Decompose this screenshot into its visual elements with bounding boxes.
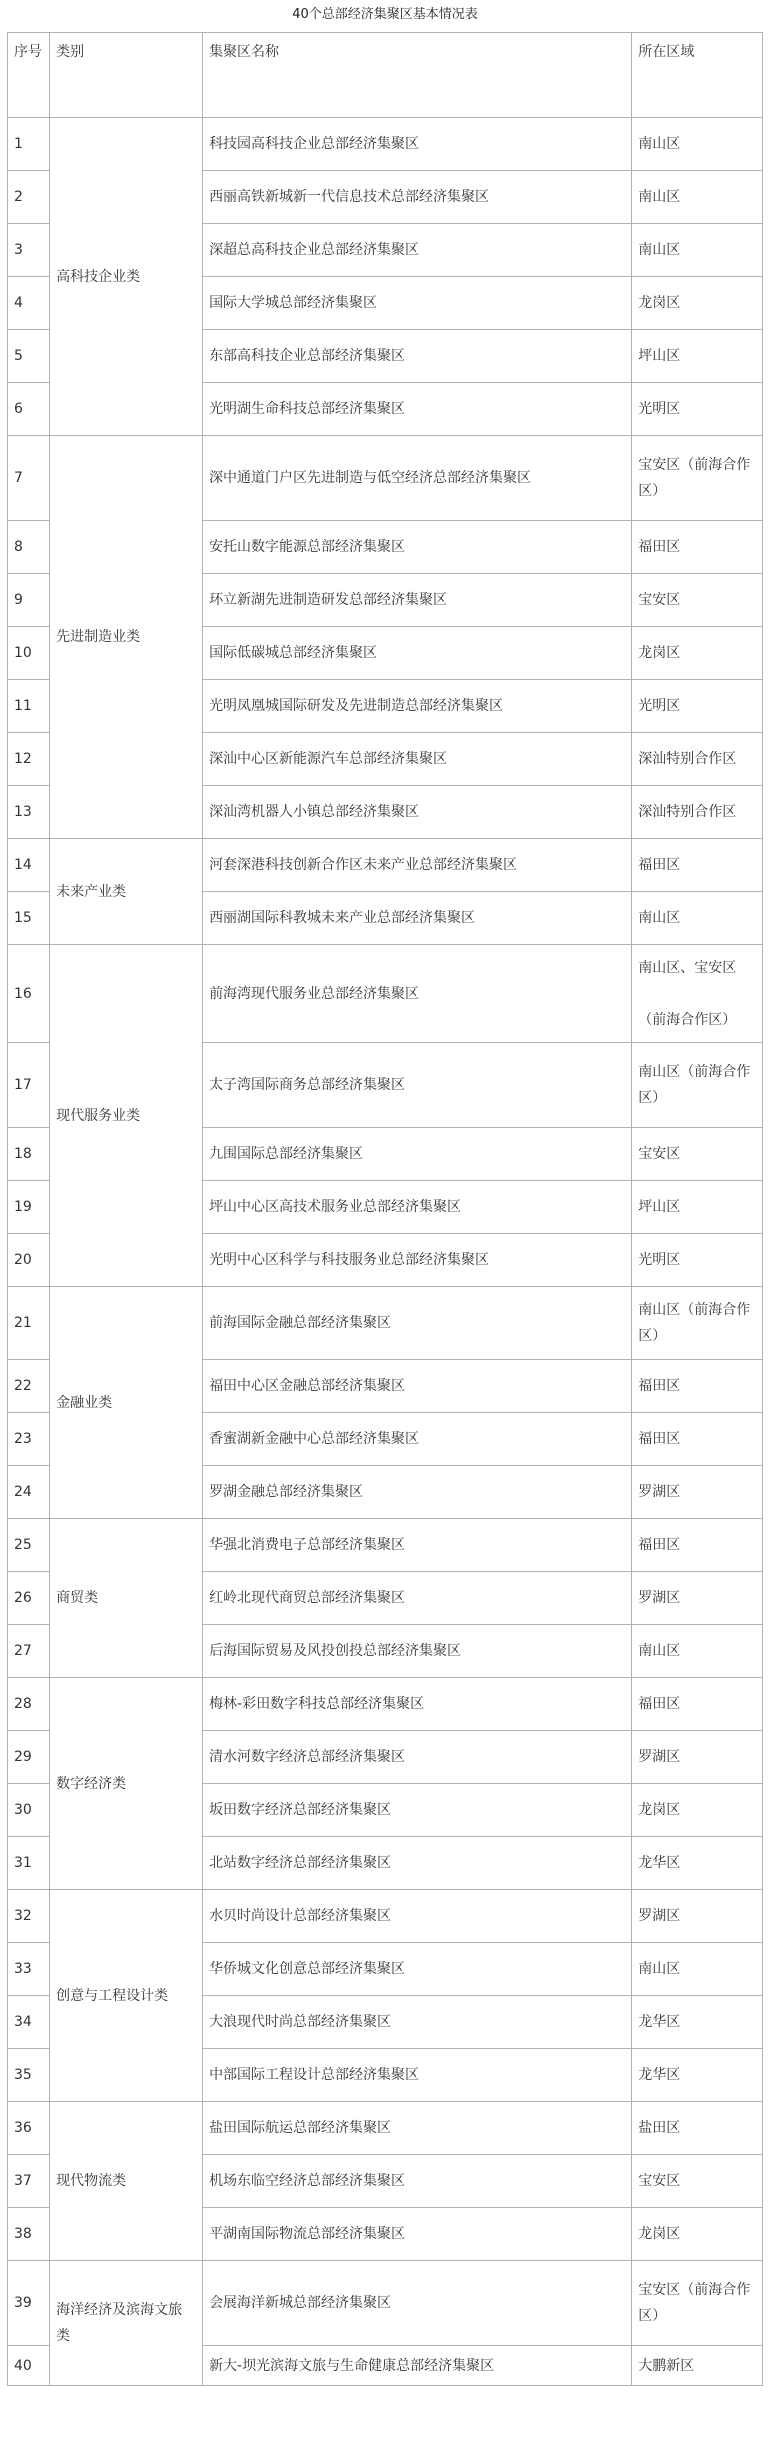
table-row (8, 1519, 763, 1572)
cluster-name: 红岭北现代商贸总部经济集聚区 (203, 1572, 632, 1625)
cluster-name: 梅林-彩田数字科技总部经济集聚区 (203, 1678, 632, 1731)
cluster-area: 南山区（前海合作区） (632, 1287, 763, 1360)
row-no: 40 (8, 2346, 50, 2386)
table-title: 40个总部经济集聚区基本情况表 (292, 7, 478, 22)
cluster-area: 福田区 (632, 1413, 763, 1466)
cluster-name: 清水河数字经济总部经济集聚区 (203, 1731, 632, 1784)
cluster-name: 深超总高科技企业总部经济集聚区 (203, 224, 632, 277)
cluster-name: 机场东临空经济总部经济集聚区 (203, 2155, 632, 2208)
row-no: 15 (8, 892, 50, 945)
cluster-name: 中部国际工程设计总部经济集聚区 (203, 2049, 632, 2102)
category-cell: 数字经济类 (50, 1678, 203, 1890)
row-no: 19 (8, 1181, 50, 1234)
cluster-name: 科技园高科技企业总部经济集聚区 (203, 118, 632, 171)
cluster-area: 龙岗区 (632, 277, 763, 330)
row-no: 5 (8, 330, 50, 383)
cluster-name: 光明湖生命科技总部经济集聚区 (203, 383, 632, 436)
category-cell: 现代物流类 (50, 2102, 203, 2261)
row-no: 25 (8, 1519, 50, 1572)
row-no: 29 (8, 1731, 50, 1784)
row-no: 13 (8, 786, 50, 839)
row-no: 4 (8, 277, 50, 330)
cluster-area: 龙华区 (632, 1996, 763, 2049)
row-no: 37 (8, 2155, 50, 2208)
cluster-name: 九围国际总部经济集聚区 (203, 1128, 632, 1181)
cluster-area: 龙华区 (632, 2049, 763, 2102)
category-cell: 先进制造业类 (50, 436, 203, 839)
cluster-name: 前海国际金融总部经济集聚区 (203, 1287, 632, 1360)
cluster-area: 福田区 (632, 521, 763, 574)
header-no: 序号 (8, 33, 50, 118)
cluster-name: 北站数字经济总部经济集聚区 (203, 1837, 632, 1890)
cluster-name: 前海湾现代服务业总部经济集聚区 (203, 945, 632, 1043)
row-no: 28 (8, 1678, 50, 1731)
row-no: 7 (8, 436, 50, 521)
cluster-area: 南山区 (632, 1625, 763, 1678)
row-no: 18 (8, 1128, 50, 1181)
cluster-area: 福田区 (632, 1360, 763, 1413)
cluster-name: 香蜜湖新金融中心总部经济集聚区 (203, 1413, 632, 1466)
cluster-name: 盐田国际航运总部经济集聚区 (203, 2102, 632, 2155)
row-no: 2 (8, 171, 50, 224)
table-row (8, 118, 763, 171)
cluster-name: 大浪现代时尚总部经济集聚区 (203, 1996, 632, 2049)
row-no: 39 (8, 2261, 50, 2346)
row-no: 6 (8, 383, 50, 436)
category-cell: 海洋经济及滨海文旅类 (50, 2261, 203, 2386)
cluster-area: 南山区（前海合作区） (632, 1043, 763, 1128)
cluster-area: 福田区 (632, 839, 763, 892)
row-no: 34 (8, 1996, 50, 2049)
cluster-area: 南山区 (632, 224, 763, 277)
cluster-area: 龙岗区 (632, 1784, 763, 1837)
header-category: 类别 (50, 33, 203, 118)
cluster-name: 光明凤凰城国际研发及先进制造总部经济集聚区 (203, 680, 632, 733)
category-cell: 创意与工程设计类 (50, 1890, 203, 2102)
table-row (8, 1678, 763, 1731)
cluster-name: 福田中心区金融总部经济集聚区 (203, 1360, 632, 1413)
cluster-name: 华侨城文化创意总部经济集聚区 (203, 1943, 632, 1996)
cluster-area: 深汕特别合作区 (632, 733, 763, 786)
cluster-area: 宝安区 (632, 1128, 763, 1181)
cluster-name: 水贝时尚设计总部经济集聚区 (203, 1890, 632, 1943)
cluster-name: 华强北消费电子总部经济集聚区 (203, 1519, 632, 1572)
cluster-area: 南山区 (632, 118, 763, 171)
row-no: 20 (8, 1234, 50, 1287)
cluster-area: 宝安区 (632, 2155, 763, 2208)
cluster-area: 罗湖区 (632, 1890, 763, 1943)
table-row (8, 1890, 763, 1943)
cluster-area: 深汕特别合作区 (632, 786, 763, 839)
cluster-name: 太子湾国际商务总部经济集聚区 (203, 1043, 632, 1128)
cluster-name: 光明中心区科学与科技服务业总部经济集聚区 (203, 1234, 632, 1287)
cluster-area: 罗湖区 (632, 1731, 763, 1784)
table-row (8, 2102, 763, 2155)
headquarters-cluster-table (7, 32, 763, 2386)
row-no: 31 (8, 1837, 50, 1890)
category-cell: 未来产业类 (50, 839, 203, 945)
header-row (8, 33, 763, 118)
cluster-area: 南山区 (632, 1943, 763, 1996)
cluster-area: 宝安区（前海合作区） (632, 2261, 763, 2346)
category-cell: 金融业类 (50, 1287, 203, 1519)
cluster-name: 国际低碳城总部经济集聚区 (203, 627, 632, 680)
row-no: 11 (8, 680, 50, 733)
cluster-area: 罗湖区 (632, 1572, 763, 1625)
category-cell: 高科技企业类 (50, 118, 203, 436)
row-no: 24 (8, 1466, 50, 1519)
cluster-name: 河套深港科技创新合作区未来产业总部经济集聚区 (203, 839, 632, 892)
cluster-name: 国际大学城总部经济集聚区 (203, 277, 632, 330)
cluster-area: 宝安区 (632, 574, 763, 627)
cluster-area: 南山区 (632, 892, 763, 945)
cluster-name: 坂田数字经济总部经济集聚区 (203, 1784, 632, 1837)
cluster-name: 新大-坝光滨海文旅与生命健康总部经济集聚区 (203, 2346, 632, 2386)
cluster-name: 后海国际贸易及风投创投总部经济集聚区 (203, 1625, 632, 1678)
cluster-area-line1: 南山区、宝安区 (638, 959, 737, 976)
row-no: 10 (8, 627, 50, 680)
row-no: 30 (8, 1784, 50, 1837)
row-no: 8 (8, 521, 50, 574)
cluster-name: 平湖南国际物流总部经济集聚区 (203, 2208, 632, 2261)
cluster-name: 罗湖金融总部经济集聚区 (203, 1466, 632, 1519)
category-cell: 商贸类 (50, 1519, 203, 1678)
cluster-area (632, 945, 763, 1043)
row-no: 35 (8, 2049, 50, 2102)
table-row (8, 839, 763, 892)
header-name: 集聚区名称 (203, 33, 632, 118)
cluster-area: 龙华区 (632, 1837, 763, 1890)
row-no: 38 (8, 2208, 50, 2261)
row-no: 3 (8, 224, 50, 277)
cluster-area: 福田区 (632, 1678, 763, 1731)
cluster-area: 坪山区 (632, 330, 763, 383)
cluster-name: 安托山数字能源总部经济集聚区 (203, 521, 632, 574)
cluster-name: 西丽湖国际科教城未来产业总部经济集聚区 (203, 892, 632, 945)
cluster-area: 光明区 (632, 1234, 763, 1287)
row-no: 17 (8, 1043, 50, 1128)
cluster-name: 深汕湾机器人小镇总部经济集聚区 (203, 786, 632, 839)
row-no: 33 (8, 1943, 50, 1996)
header-area: 所在区域 (632, 33, 763, 118)
table-row (8, 2261, 763, 2346)
row-no: 21 (8, 1287, 50, 1360)
row-no: 32 (8, 1890, 50, 1943)
row-no: 12 (8, 733, 50, 786)
cluster-area: 光明区 (632, 680, 763, 733)
cluster-name: 会展海洋新城总部经济集聚区 (203, 2261, 632, 2346)
cluster-area: 宝安区（前海合作区） (632, 436, 763, 521)
cluster-name: 深中通道门户区先进制造与低空经济总部经济集聚区 (203, 436, 632, 521)
row-no: 14 (8, 839, 50, 892)
cluster-area: 龙岗区 (632, 2208, 763, 2261)
row-no: 23 (8, 1413, 50, 1466)
category-cell: 现代服务业类 (50, 945, 203, 1287)
cluster-area-line2: （前海合作区） (638, 1011, 737, 1028)
cluster-name: 东部高科技企业总部经济集聚区 (203, 330, 632, 383)
cluster-area: 坪山区 (632, 1181, 763, 1234)
cluster-area: 南山区 (632, 171, 763, 224)
table-row (8, 1287, 763, 1360)
cluster-area: 盐田区 (632, 2102, 763, 2155)
cluster-area: 罗湖区 (632, 1466, 763, 1519)
row-no: 26 (8, 1572, 50, 1625)
table-row (8, 945, 763, 1043)
cluster-name: 深汕中心区新能源汽车总部经济集聚区 (203, 733, 632, 786)
cluster-area: 福田区 (632, 1519, 763, 1572)
cluster-area: 龙岗区 (632, 627, 763, 680)
row-no: 1 (8, 118, 50, 171)
cluster-name: 环立新湖先进制造研发总部经济集聚区 (203, 574, 632, 627)
row-no: 16 (8, 945, 50, 1043)
row-no: 27 (8, 1625, 50, 1678)
row-no: 22 (8, 1360, 50, 1413)
row-no: 36 (8, 2102, 50, 2155)
cluster-name: 西丽高铁新城新一代信息技术总部经济集聚区 (203, 171, 632, 224)
cluster-area: 大鹏新区 (632, 2346, 763, 2386)
table-row (8, 436, 763, 521)
row-no: 9 (8, 574, 50, 627)
cluster-name: 坪山中心区高技术服务业总部经济集聚区 (203, 1181, 632, 1234)
cluster-area: 光明区 (632, 383, 763, 436)
